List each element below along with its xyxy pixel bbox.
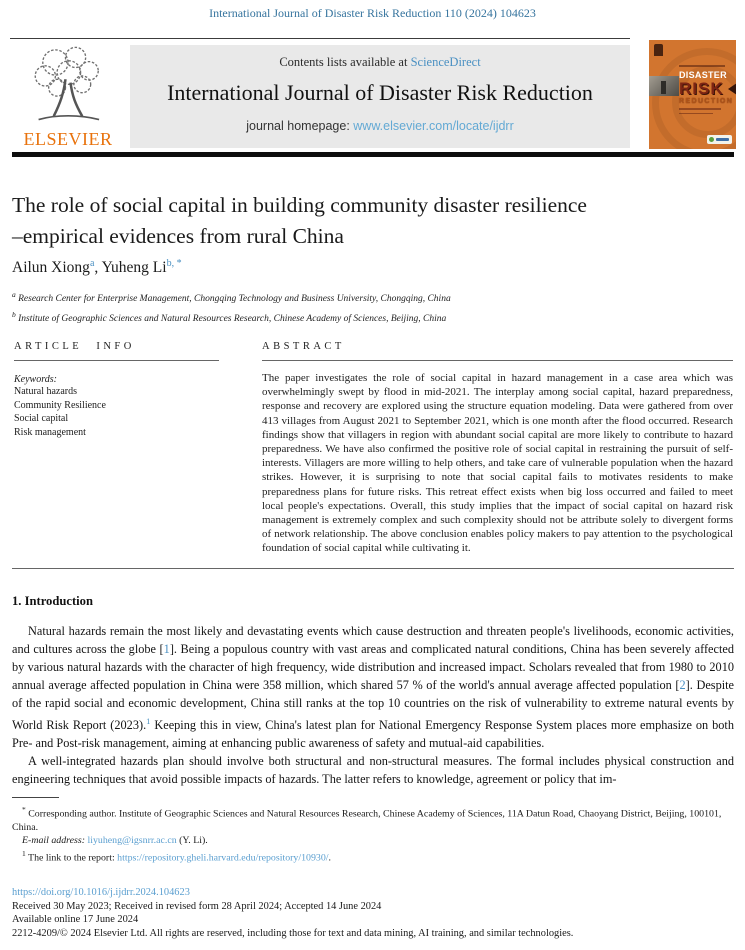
affiliation-item (12, 287, 722, 307)
author-separator: , (94, 259, 102, 277)
body-text: ]. Despite of the rapid social and economic development, China still ranks at the top 10 countries on the risk of vulnerability to extreme natural events by World Risk Report (2023). (12, 678, 735, 733)
cover-photo-figure (661, 81, 666, 94)
homepage-url-link[interactable]: www.elsevier.com/locate/ijdrr (353, 119, 514, 133)
article-title-line1: The role of social capital in building community disaster resilience (12, 193, 587, 217)
contents-line (130, 55, 630, 70)
introduction-section (12, 594, 734, 788)
article-title (12, 190, 722, 252)
affiliation-list (12, 287, 722, 327)
contents-prefix: Contents lists available at (279, 55, 411, 69)
abstract-heading: ABSTRACT (262, 341, 345, 352)
available-online: Available online 17 June 2024 (12, 914, 139, 926)
citation-ref-2[interactable]: 2 (679, 678, 686, 692)
footnote-marker: 1 (22, 848, 26, 858)
introduction-paragraph-2: A well-integrated hazards plan should involve both structural and non-structural measures. The formal includes physical construction and engineering techniques that avoid possible impacts of hazards. The latter refers to knowledge, agreement or policy that im- (12, 754, 734, 787)
cover-risk-row (679, 79, 734, 99)
running-head-journal-ref: International Journal of Disaster Risk Reduction 110 (2024) 104623 (209, 6, 536, 20)
email-suffix: (Y. Li). (176, 834, 208, 846)
author-list (12, 258, 722, 277)
cover-word-risk: RISK (679, 79, 724, 98)
elsevier-tree-icon (20, 44, 116, 128)
report-link-note (12, 847, 734, 865)
keyword-item: Risk management (14, 426, 86, 438)
header-divider (10, 38, 630, 39)
cover-series-line (679, 65, 725, 67)
badge-text-mark (716, 138, 729, 141)
doi-link[interactable]: https://doi.org/10.1016/j.ijdrr.2024.104623 (12, 887, 190, 898)
article-info-rule (14, 360, 219, 361)
masthead-box (130, 45, 630, 148)
email-label: E-mail address: (22, 834, 85, 846)
cover-word-reduction: REDUCTION (679, 98, 734, 105)
body-text: ]. Being a populous country with vast areas and complicated natural conditions, China has been severely affected by various natural hazards with the character of high frequency, wide distribution and increased impact. Scholars revealed that from 1980 to 2010 annual average affected population in China were 358 million, which shared 57 % of the world's annual average affected population [ (12, 642, 734, 692)
homepage-line (130, 119, 630, 133)
footnote-marker: * (22, 805, 26, 814)
elsevier-wordmark: ELSEVIER (23, 129, 113, 149)
cover-title-block (679, 65, 734, 114)
author-affiliation-sup[interactable]: b, * (166, 258, 182, 269)
badge-leaf-icon (709, 137, 714, 142)
cover-word-disaster: DISASTER (679, 70, 727, 80)
sciencedirect-badge (707, 135, 732, 144)
affiliation-text: Institute of Geographic Sciences and Natural Resources Research, Chinese Academy of Sciences, Beijing, China (15, 314, 447, 325)
footnote-text: . (328, 852, 331, 864)
footnote-text: The link to the report: (25, 852, 118, 864)
report-link[interactable]: https://repository.gheli.harvard.edu/repository/10930/ (117, 852, 329, 864)
cover-photo (649, 76, 679, 96)
affiliation-marker: a (12, 290, 16, 299)
abstract-text: The paper investigates the role of social capital in hazard management in a case area which was overwhelmingly swept by flood in mid-2021. The interplay among social capital, hazard preparedness, response and recovery are explored using the structure equation modeling. Data were gathered from over 413 villages from August 2021 to September 2021, which is one month after the flood occurred. Research findings show that villagers in region with abundant social capital are more likely to contribute to hazard preparedness. We have also confirmed the positive role of social capital in restraining the pursuit of self-interests. Villagers are more willing to help others, and take care of vulnerable population when the hazard strikes. However, it is surprising to note that social capital fails to motivates residents to make preparedness plans for future risks. This retreat effect exists when big loss occurred and failed to meet local people's expectations. Overall, this study implies that the impact of social capital on hazard risk management is extremely complex and such complexity should not be attribute solely to divergent forms of network relationship. The above conclusion enables policy makers to pay attention to the psychological foundation of social capital while cultivating it. (262, 372, 733, 555)
abstract-section (262, 341, 733, 556)
keyword-item: Community Resilience (14, 399, 106, 411)
introduction-heading: 1. Introduction (12, 594, 93, 608)
affiliation-text: Research Center for Enterprise Management, Chongqing Technology and Business University, Chongqing, China (15, 294, 451, 305)
author-name: Ailun Xiong (12, 259, 90, 277)
cover-subtitle-line (679, 113, 713, 115)
cover-subtitle-line (679, 108, 721, 110)
author-affiliation-sup[interactable]: a (89, 258, 95, 269)
article-info-section (14, 341, 219, 439)
journal-title: International Journal of Disaster Risk Reduction (167, 80, 593, 105)
sciencedirect-link[interactable]: ScienceDirect (410, 55, 481, 69)
keyword-item: Social capital (14, 413, 69, 424)
citation-ref-1[interactable]: 1 (163, 642, 170, 656)
abstract-bottom-rule (12, 568, 734, 569)
introduction-paragraph-1 (12, 622, 734, 752)
cover-elsevier-mark-icon (654, 44, 663, 56)
footnote-ref-1[interactable]: 1 (146, 716, 151, 726)
keyword-item: Natural hazards (14, 386, 78, 397)
footnotes-block (12, 803, 734, 864)
journal-cover-thumbnail[interactable] (649, 40, 736, 149)
masthead-bottom-bar (12, 152, 734, 157)
body-text: Natural hazards remain the most likely and devastating events which cause destruction and threaten people's livelihoods, economic activities, and cultures across the globe [ (12, 624, 734, 656)
corresponding-author-note (12, 803, 734, 834)
copyright-line: 2212-4209/© 2024 Elsevier Ltd. All rights are reserved, including those for text and data mining, AI training, and similar technologies. (12, 927, 574, 939)
footer-block (12, 886, 734, 940)
footnote-text: Corresponding author. Institute of Geographic Sciences and Natural Resources Research, Chinese Academy of Sciences, 11A Datun Road, Chaoyang District, Beijing, 100101, China. (12, 808, 722, 833)
keywords-label: Keywords: (14, 374, 57, 385)
homepage-label: journal homepage: (246, 119, 354, 133)
email-link[interactable]: liyuheng@igsnrr.ac.cn (87, 834, 177, 846)
author-name: Yuheng Li (101, 259, 167, 277)
affiliation-item (12, 307, 722, 327)
article-title-line2: –empirical evidences from rural China (12, 224, 344, 248)
received-dates: Received 30 May 2023; Received in revised form 28 April 2024; Accepted 14 June 2024 (12, 900, 382, 912)
article-info-heading: ARTICLE INFO (14, 341, 135, 352)
elsevier-logo[interactable] (14, 44, 122, 150)
cover-arrow-icon (728, 83, 736, 95)
email-note (12, 834, 734, 847)
abstract-rule (262, 360, 733, 361)
body-text: Keeping this in view, China's latest plan for National Emergency Response System places more emphasize on both Pre- and Post-risk management, aiming at enhancing public awareness of safety and mutual-aid capabilities. (12, 718, 734, 751)
affiliation-marker: b (12, 310, 16, 320)
footnote-divider (12, 797, 59, 798)
